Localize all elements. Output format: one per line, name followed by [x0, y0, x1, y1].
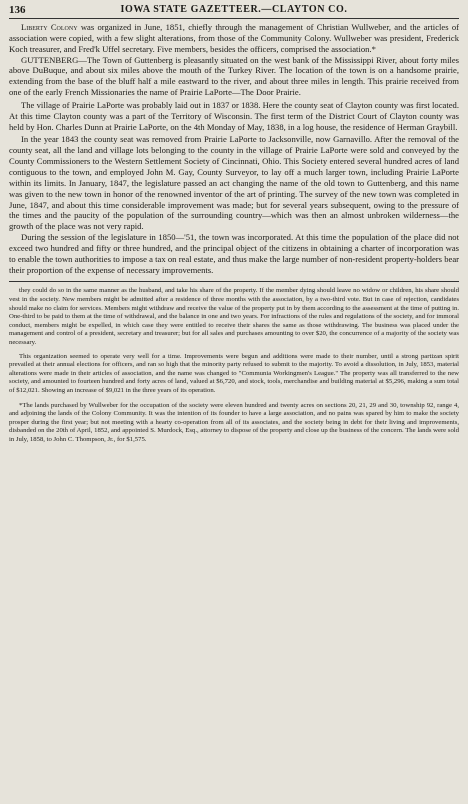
page-header: [9, 4, 459, 19]
footnotes: [9, 287, 459, 444]
paragraph-liberty-colony: [9, 22, 459, 55]
paragraph-body: was organized in June, 1851, chiefly through the management of Christian Wullweber, and the articles of association were copied, with a few slight alterations, from those of the Community Colony. Wullweber was president, Frederick Koch treasurer, and Fred'k Uffel secretary. Five members, besides the officers, comprised the association.*: [9, 22, 459, 54]
paragraph-body: —The Town of Guttenberg is pleasantly situated on the west bank of the Mississippi River, about forty miles above DuBuque, and about six miles above the mouth of the Turkey River. The location of the town is on a handsome prairie, extending from the base of the bluff half a mile eastward to the river, and about three miles in length. This prairie received from one of the early French Missionaries the name of Prairie LaPorte—The Door Prairie.: [9, 54, 459, 98]
footnote-continuation: they could do so in the same manner as the husband, and take his share of the property. If the member dying should leave no widow or children, his share should vest in the society. New members might be admitted after a residence of three months with the association, by a two-third vote. But in case of rejection, candidates should make no claim for services. Members might withdraw and receive the value of the property put in by them according to the assessment at the time of putting in. One-third to be paid to them at the time of withdrawal, and the balance in one and two years. For infractions of the rules and regulations of the society, and for immoral conduct, members might be expelled, in which case they were entitled to receive their shares the same as those withdrawing. The business was placed under the management and control of a president, secretary and treasurer; but for all sales and purchases amounting to over $20, the concurrence of a majority of the society was necessary.: [9, 287, 459, 346]
paragraph-guttenberg: [9, 55, 459, 98]
main-text: [9, 22, 459, 275]
lead-in: GUTTENBERG: [21, 54, 79, 65]
page-number: 136: [9, 4, 26, 16]
footnote-lands: *The lands purchased by Wullweber for the occupation of the society were eleven hundred and twenty acres on sections 20, 21, 29 and 30, township 92, range 4, and adjoining the lands of the Colony Community. It was the intention of its founder to have a large association, and no pains was spared by him to make the society prosper during the first year; but not meeting with a hearty co-operation from all of its associates, and the society being in debt for their living and improvements, disbanded on the 20th of April, 1852, and appointed S. Murdock, Esq., attorney to dispose of the property and close up the business of the concern. The lands were sold in July, 1858, to John C. Thompson, Jr., for $1,575.: [9, 401, 459, 443]
paragraph-incorporation: During the session of the legislature in 1850—'51, the town was incorporated. At this time the population of the place did not exceed two hundred and fifty or three hundred, and the principal object of the citizens in obtaining a charter of incorporation was to enable the town authorities to impose a tax on real estate, and thus make the large number of non-resident property-holders bear their proportion of the expense of necessary improvements.: [9, 232, 459, 275]
paragraph-prairie-laporte: The village of Prairie LaPorte was probably laid out in 1837 or 1838. Here the county seat of Clayton county was first located. At this time Clayton county was a part of the Territory of Wisconsin. The first term of the District Court of Clayton county was held by Hon. Charles Dunn at Prairie LaPorte, on the 4th Monday of May, 1838, in a log house, the residence of Herman Graybill.: [9, 99, 459, 132]
lead-in: Liberty Colony: [21, 22, 78, 32]
footnote-organization: This organization seemed to operate very well for a time. Improvements were begun and additions were made to their number, until a strong partizan spirit prevailed at their annual elections for officers, and ran so high that the minority party refused to submit to the majority. To avoid a dissolution, in July, 1853, material alterations were made in their articles of association, and the name was changed to "Communia Workingmen's League." The property was all transferred to the new society, and amounted to fourteen hundred and forty acres of land, valued at $6,720, and stock, tools, merchandise and building material at $5,296, making a sum total of $12,021. Showing an increase of $9,021 in the three years of its operation.: [9, 352, 459, 394]
paragraph-county-seat: In the year 1843 the county seat was removed from Prairie LaPorte to Jacksonville, now Garnavillo. After the removal of the county seat, all the land and village lots belonging to the county in the village of Prairie LaPorte were sold and conveyed by the County Commissioners to the Western Settlement Society of Cincinnati, Ohio. This Society entered several hundred acres of land contiguous to the town, and employed John M. Gay, County Surveyor, to lay off a much larger town, including Prairie LaPorte within its limits. In January, 1847, the legislature passed an act changing the name of the old town to Guttenberg, and this name was given to the new town in honor of the renowned inventor of the art of printing. The survey of the new town was completed in June, 1847, and about this time considerable improvement was made; but for several years subsequent, owing to the pressure of the times and the paucity of the population of the surrounding country—which was then an almost unbroken wilderness—the growth of the place was not very rapid.: [9, 134, 459, 232]
running-title: IOWA STATE GAZETTEER.—CLAYTON CO.: [120, 4, 348, 15]
footnote-divider: [9, 281, 459, 282]
